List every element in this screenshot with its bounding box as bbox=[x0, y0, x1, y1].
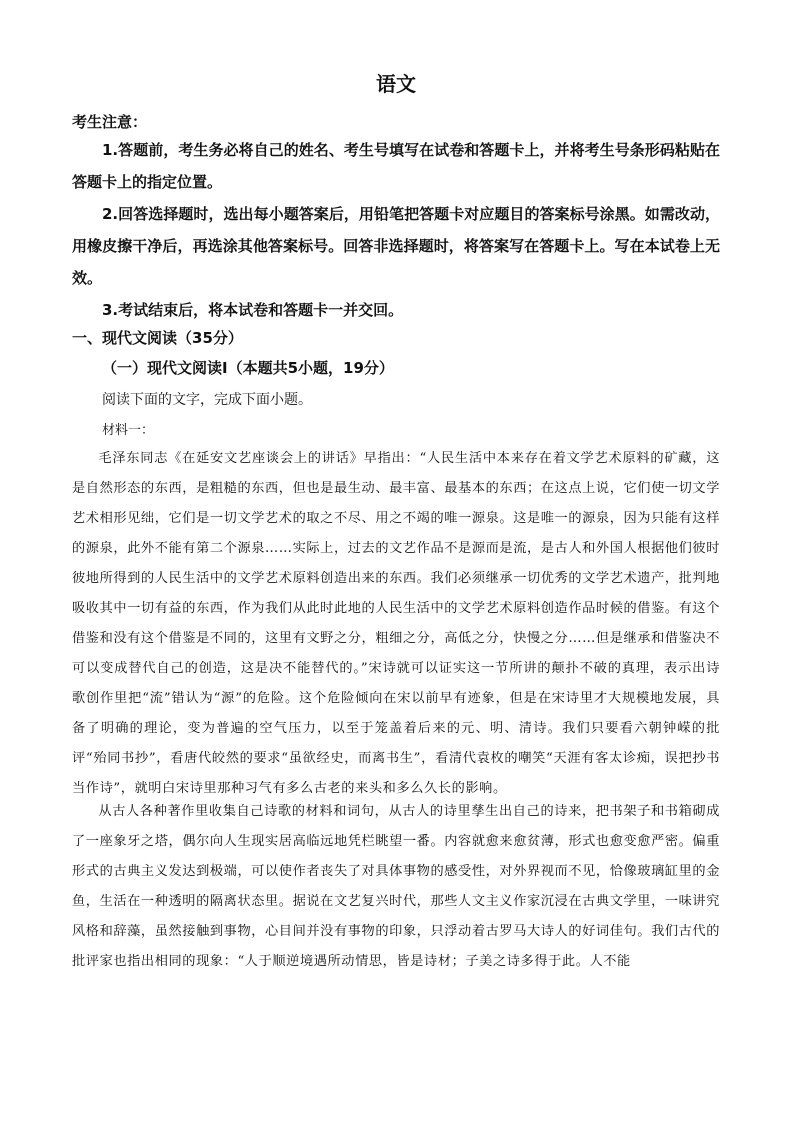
material-paragraph: 从古人各种著作里收集自己诗歌的材料和词句，从古人的诗里孳生出自己的诗来，把书架子和书箱砌成了一座象牙之塔，偶尔向人生现实居高临远地凭栏眺望一番。内容就愈来愈贫薄，形式也愈变愈严密。偏重形式的古典主义发达到极端，可以使作者丧失了对具体事物的感受性，对外界视而不见，恰像玻璃缸里的金鱼，生活在一种透明的隔离状态里。据说在文艺复兴时代，那些人文主义作家沉浸在古典文学里，一味讲究风格和辞藻，虽然接触到事物，心目间并没有事物的印象，只浮动着古罗马大诗人的好词佳句。我们古代的批评家也指出相同的现象：“人于顺逆境遇所动情思，皆是诗材；子美之诗多得于此。人不能 bbox=[72, 804, 721, 969]
material-label: 材料一： bbox=[102, 423, 155, 438]
reading-instruction: 阅读下面的文字，完成下面小题。 bbox=[102, 392, 312, 408]
subsection-heading: （一）现代文阅读Ⅰ（本题共5小题，19分） bbox=[102, 359, 394, 377]
material-paragraph: 毛泽东同志《在延安文艺座谈会上的讲话》早指出：“人民生活中本来存在着文学艺术原料的矿藏，这是自然形态的东西，是粗糙的东西，但也是最生动、最丰富、最基本的东西；在这点上说，它们使一切文学艺术相形见绌，它们是一切文学艺术的取之不尽、用之不竭的唯一源泉。这是唯一的源泉，因为只能有这样的源泉，此外不能有第二个源泉……实际上，过去的文艺作品不是源而是流，是古人和外国人根据他们彼时彼地所得到的人民生活中的文学艺术原料创造出来的东西。我们必须继承一切优秀的文学艺术遗产，批判地吸收其中一切有益的东西，作为我们从此时此地的人民生活中的文学艺术原料创造作品时候的借鉴。有这个借鉴和没有这个借鉴是不同的，这里有文野之分，粗细之分，高低之分，快慢之分……但是继承和借鉴决不可以变成替代自己的创造，这是决不能替代的。”宋诗就可以证实这一节所讲的颠扑不破的真理，表示出诗歌创作里把“流”错认为“源”的危险。这个危险倾向在宋以前早有迹象，但是在宋诗里才大规模地发展，具备了明确的理论，变为普遍的空气压力，以至于笼盖着后来的元、明、清诗。我们只要看六朝钟嵘的批评“殆同书抄”，看唐代皎然的要求“虽欲经史，而离书生”，看清代袁枚的嘲笑“天涯有客太诊痴，误把抄书当作诗”，就明白宋诗里那种习气有多么古老的来头和多么久长的影响。 bbox=[72, 451, 721, 796]
notice-item-3: 3.考试结束后，将本试卷和答题卡一并交回。 bbox=[102, 301, 404, 319]
section-heading: 一、现代文阅读（35分） bbox=[72, 329, 243, 347]
notice-heading: 考生注意： bbox=[72, 113, 148, 131]
page-title: 语文 bbox=[376, 72, 416, 96]
notice-item-2: 2.回答选择题时，选出每小题答案后，用铅笔把答题卡对应题目的答案标号涂黑。如需改动，用橡皮擦干净后，再选涂其他答案标号。回答非选择题时，将答案写在答题卡上。写在本试卷上无效。 bbox=[72, 205, 720, 287]
document-page bbox=[72, 0, 720, 1123]
notice-item-1: 1.答题前，考生务必将自己的姓名、考生号填写在试卷和答题卡上，并将考生号条形码粘贴在答题卡上的指定位置。 bbox=[72, 141, 720, 191]
